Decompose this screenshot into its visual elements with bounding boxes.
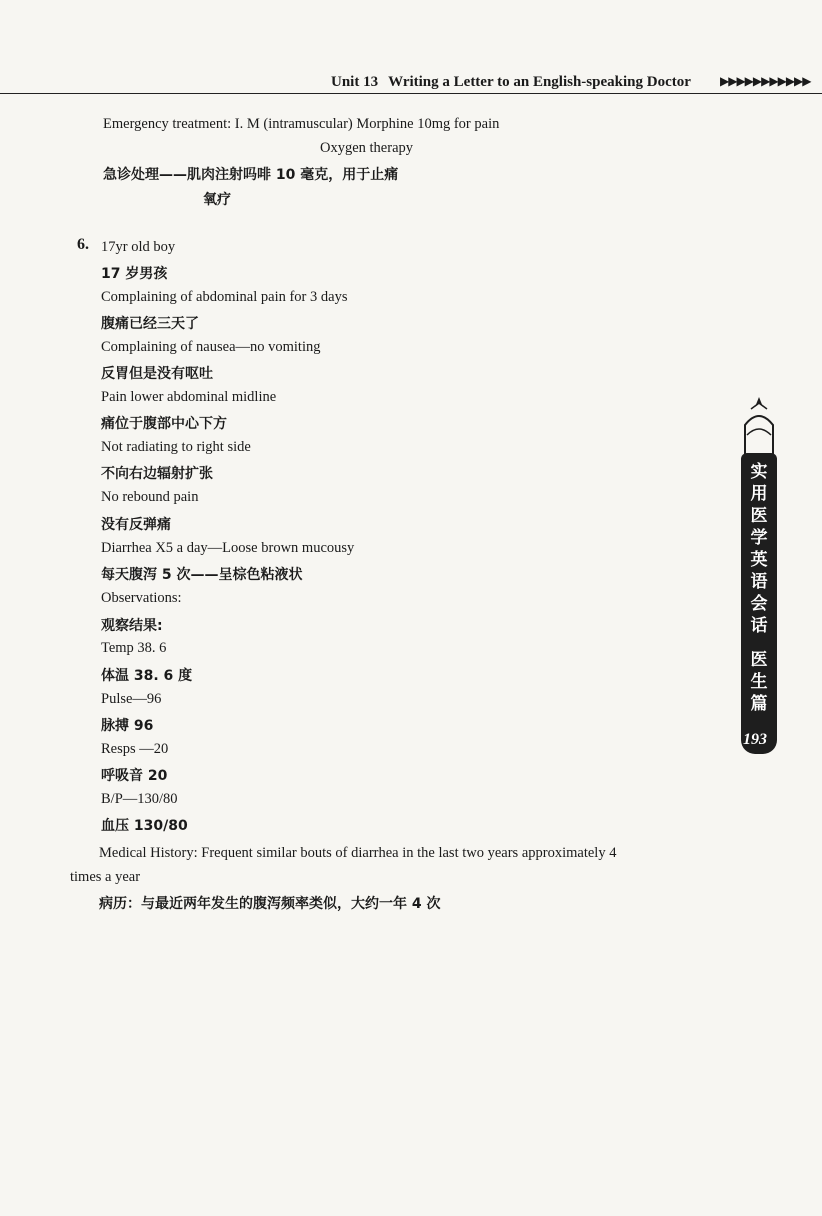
tab-char: 医 [750, 650, 768, 670]
tab-char: 用 [750, 484, 768, 504]
case-line: 痛位于腹部中心下方 [101, 416, 227, 432]
page-number: 193 [743, 731, 767, 748]
case-line: 反胃但是没有呕吐 [101, 366, 213, 382]
page-number-badge [741, 728, 777, 754]
case-line: 观察结果: [101, 618, 163, 634]
header-unit: Unit 13 [331, 74, 379, 90]
case-line: Complaining of nausea—no vomiting [101, 339, 321, 355]
history-en-line1: Medical History: Frequent similar bouts of diarrhea in the last two years approximately 4 [99, 845, 617, 861]
header-title [331, 74, 691, 91]
emergency-zh-line1: 急诊处理——肌肉注射吗啡 10 毫克，用于止痛 [103, 167, 399, 183]
tab-char: 医 [750, 506, 768, 526]
case-line: Complaining of abdominal pain for 3 days [101, 289, 348, 305]
side-tab [741, 395, 777, 775]
running-header [0, 64, 822, 94]
case-line: Pulse—96 [101, 691, 162, 707]
tab-char: 语 [750, 572, 768, 592]
history-en-line2: times a year [70, 869, 141, 885]
case-line: 血压 130/80 [101, 818, 188, 834]
case-line: 每天腹泻 5 次——呈棕色粘液状 [101, 567, 303, 583]
tab-char: 话 [750, 616, 768, 636]
tab-char: 篇 [750, 694, 768, 714]
tab-char: 会 [750, 594, 768, 614]
case-line: Diarrhea X5 a day—Loose brown mucousy [101, 540, 355, 556]
case-line: 17 岁男孩 [101, 266, 168, 282]
case-line: Observations: [101, 590, 182, 606]
case-line: Not radiating to right side [101, 439, 251, 455]
tab-char: 生 [750, 672, 768, 692]
tab-char: 学 [750, 528, 768, 548]
case-line: 呼吸音 20 [101, 768, 168, 784]
history-zh: 病历：与最近两年发生的腹泻频率类似，大约一年 4 次 [99, 896, 441, 912]
case-line: No rebound pain [101, 489, 199, 505]
emergency-en-line2: Oxygen therapy [320, 140, 414, 156]
header-title-text: Writing a Letter to an English-speaking Doctor [388, 74, 691, 90]
tab-char: 实 [750, 462, 768, 482]
tab-bar [741, 453, 777, 741]
emergency-zh-line2: 氧疗 [203, 192, 231, 208]
case-line: B/P—130/80 [101, 791, 178, 807]
header-rule [0, 93, 822, 94]
case-line: 体温 38. 6 度 [101, 668, 193, 684]
case-line: 17yr old boy [101, 239, 176, 255]
header-arrows: ▶▶▶▶▶▶▶▶▶▶▶ [720, 74, 811, 88]
case-line: Temp 38. 6 [101, 640, 167, 656]
case-number: 6. [77, 236, 89, 253]
tab-decoration-icon [741, 395, 777, 457]
case-line: 没有反弹痛 [101, 517, 171, 533]
case-line: 不向右边辐射扩张 [101, 466, 213, 482]
case-line: 腹痛已经三天了 [101, 316, 199, 332]
case-line: Resps —20 [101, 741, 169, 757]
tab-char: 英 [750, 550, 768, 570]
case-line: Pain lower abdominal midline [101, 389, 277, 405]
case-line: 脉搏 96 [101, 718, 154, 734]
emergency-en-line1: Emergency treatment: I. M (intramuscular) Morphine 10mg for pain [103, 116, 500, 132]
